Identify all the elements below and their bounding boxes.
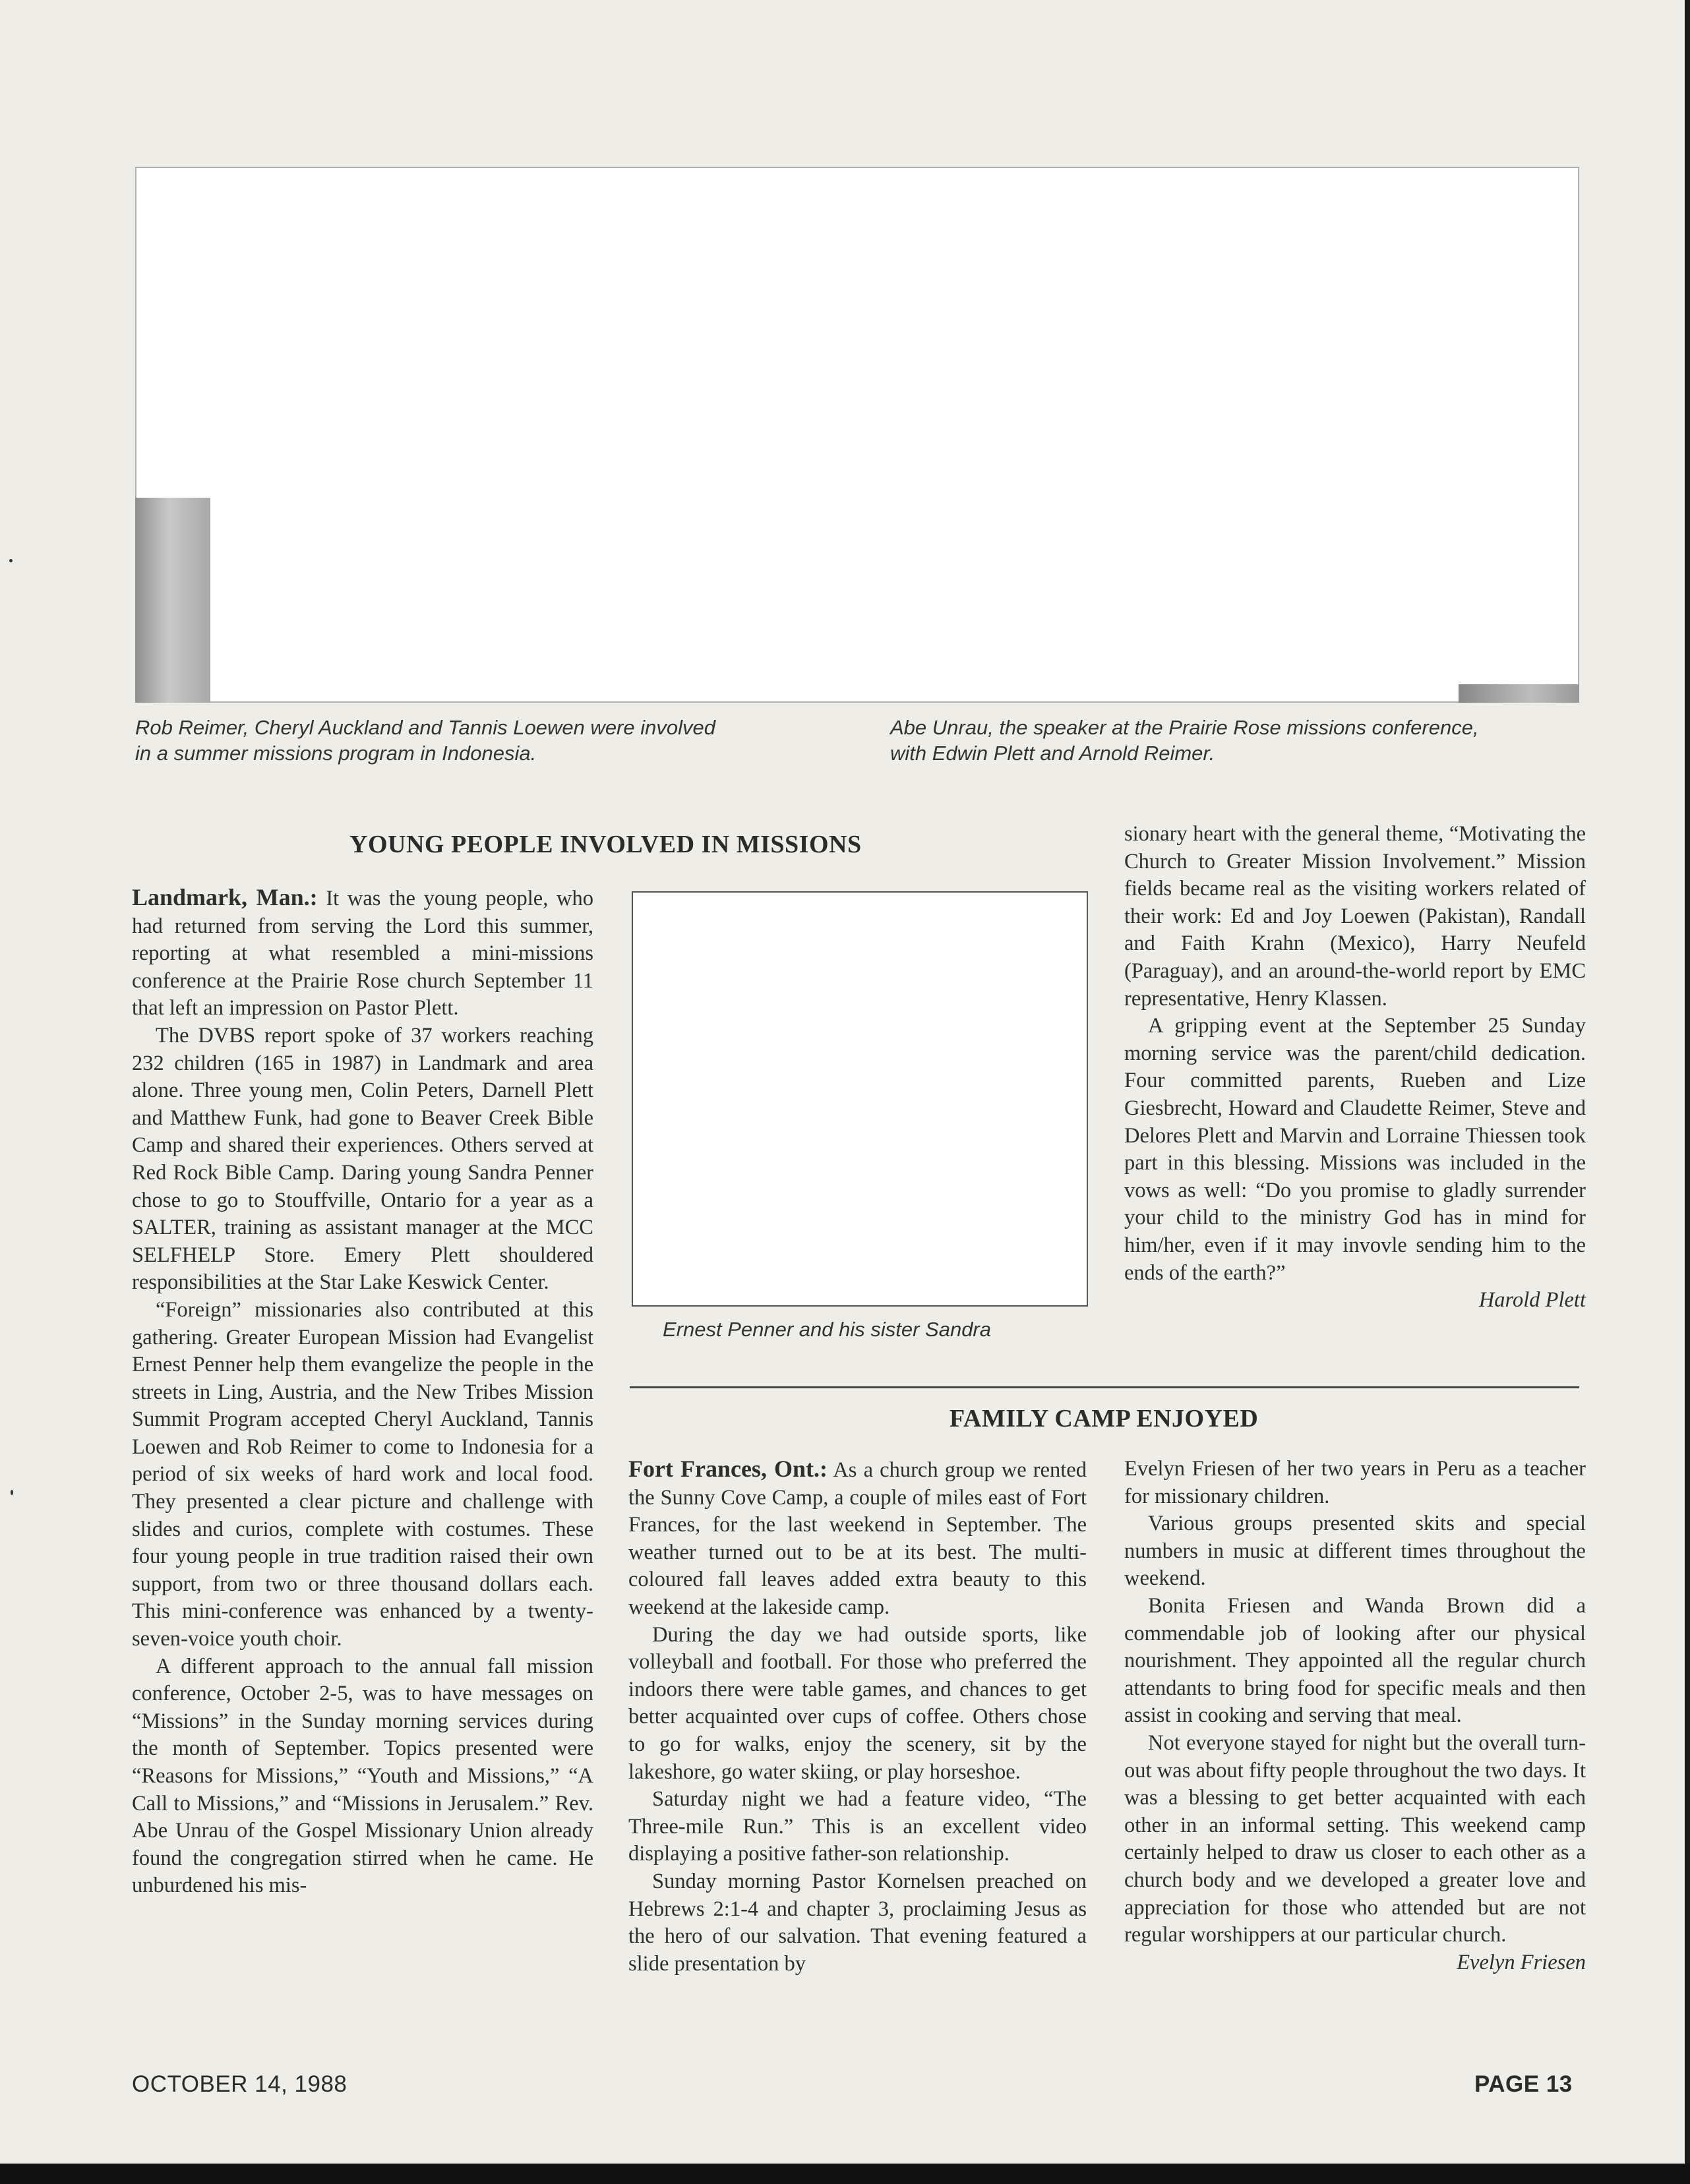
middle-photo-placeholder (632, 891, 1088, 1307)
article1-paragraph-5: A gripping event at the September 25 Sunday morning service was the parent/child dedication. Four committed parents, Rueben and Lize Giesbrecht, Howard and Claudette Reimer, Steve and Delores Plett and Marvin and Lorraine Thiessen took part in this blessing. Missions was included in the vows as well: “Do you promise to gladly surrender your child to the ministry God has in mind for him/her, even if it may invovle sending him to the ends of the earth?” (1124, 1014, 1586, 1285)
scan-edge-right (1685, 0, 1690, 2184)
scan-speck (9, 559, 13, 562)
section-divider (630, 1386, 1579, 1388)
article1-paragraph-2: The DVBS report spoke of 37 workers reaching 232 children (165 in 1987) in Landmark and area alone. Three young men, Colin Peters, Darnell Plett and Matthew Funk, had gone to Beaver Creek Bible Camp and shared their experiences. Others served at Red Rock Bible Camp. Daring young Sandra Penner chose to go to Stouffville, Ontario for a year as a SALTER, training as assistant manager at the MCC SELFHELP Store. Emery Plett shouldered responsibilities at the Star Lake Keswick Center. (132, 1023, 593, 1295)
top-left-photo-caption (135, 715, 715, 766)
footer-page-number: PAGE 13 (1474, 2071, 1573, 2097)
article1-signature: Harold Plett (1478, 1288, 1586, 1313)
article1-column-1 (132, 884, 593, 1900)
scan-speck (11, 1490, 13, 1495)
footer-date: OCTOBER 14, 1988 (132, 2071, 347, 2097)
caption-line: Abe Unrau, the speaker at the Prairie Rose missions conference, (890, 716, 1479, 739)
article2-signature: Evelyn Friesen (1457, 1950, 1586, 1974)
article2-paragraph-4-start: Sunday morning Pastor Kornelsen preached on Hebrews 2:1-4 and chapter 3, proclaiming Jesus as the hero of our salvation. That evening featured a slide presentation by (628, 1869, 1087, 1976)
article1-column-2 (1124, 821, 1586, 1314)
top-photo-right-edge (1459, 684, 1579, 703)
article2-column-1 (628, 1456, 1087, 1978)
article1-paragraph-4-cont: sionary heart with the general theme, “Motivating the Church to Greater Mission Involvement.” Mission fields became real as the visiting workers related of their work: Ed and Joy Loewen (Pakistan), Randall and Faith Krahn (Mexico), Harry Neufeld (Paraguay), and an around-the-world report by EMC representative, Henry Klassen. (1124, 822, 1586, 1011)
scan-edge-bottom (0, 2164, 1690, 2184)
article2-dateline: Fort Frances, Ont.: (628, 1456, 828, 1482)
article1-paragraph-3: “Foreign” missionaries also contributed at this gathering. Greater European Mission had Evangelist Ernest Penner help them evangelize the people in the streets in Ling, Austria, and the New Tribes Mission Summit Program accepted Cheryl Auckland, Tannis Loewen and Rob Reimer to come to Indonesia for a period of six weeks of hard work and local food. They presented a clear picture and challenge with slides and curios, complete with costumes. These four young people in true tradition raised their own support, from two or three thousand dollars each. This mini-conference was enhanced by a twenty-seven-voice youth choir. (132, 1297, 593, 1651)
middle-photo-caption: Ernest Penner and his sister Sandra (663, 1318, 991, 1341)
article1-dateline: Landmark, Man.: (132, 884, 318, 910)
article2-paragraph-4-cont: Evelyn Friesen of her two years in Peru as a teacher for missionary children. (1124, 1457, 1586, 1508)
top-right-photo-caption (890, 715, 1479, 766)
top-photo-left-edge (135, 498, 210, 703)
article2-paragraph-5: Various groups presented skits and special numbers in music at different times throughout the weekend. (1124, 1512, 1586, 1591)
article2-p1-text: As a church group we rented the Sunny Cove Camp, a couple of miles east of Fort Frances, for the last weekend in September. The weather turned out to be at its best. The multi-coloured fall leaves added extra beauty to this weekend at the lakeside camp. (628, 1458, 1087, 1619)
article2-paragraph-2: During the day we had outside sports, like volleyball and football. For those who preferred the indoors there were table games, and chances to get better acquainted over cups of coffee. Others chose to go for walks, enjoy the scenery, sit by the lakeshore, go water skiing, or play horseshoe. (628, 1622, 1087, 1784)
caption-line: with Edwin Plett and Arnold Reimer. (890, 742, 1215, 765)
article-headline-family-camp: FAMILY CAMP ENJOYED (950, 1405, 1259, 1432)
article2-column-2 (1124, 1456, 1586, 1976)
caption-line: in a summer missions program in Indonesia. (135, 742, 537, 765)
top-photo-placeholder (135, 167, 1579, 703)
article2-paragraph-1 (628, 1456, 1087, 1622)
caption-line: Rob Reimer, Cheryl Auckland and Tannis Loewen were involved (135, 716, 715, 739)
article2-paragraph-7: Not everyone stayed for night but the overall turn-out was about fifty people throughout the two days. It was a blessing to get better acquainted with each other in an informal setting. This weekend camp certainly helped to draw us closer to each other as a church body and we developed a greater love and appreciation for those who attended but are not regular worshippers at our particular church. (1124, 1730, 1586, 1947)
article-headline-young-people: YOUNG PEOPLE INVOLVED IN MISSIONS (349, 831, 862, 858)
article1-paragraph-1 (132, 884, 593, 1022)
article1-p1-text: It was the young people, who had returned from serving the Lord this summer, reporting at what resembled a mini-missions conference at the Prairie Rose church September 11 that left an impression on Pastor Plett. (132, 887, 594, 1020)
article2-paragraph-6: Bonita Friesen and Wanda Brown did a commendable job of looking after our physical nourishment. They appointed all the regular church attendants to bring food for specific meals and then assist in cooking and serving that meal. (1124, 1593, 1586, 1728)
article1-paragraph-4-start: A different approach to the annual fall mission conference, October 2-5, was to have messages on “Missions” in the Sunday morning services during the month of September. Topics presented were “Reasons for Missions,” “Youth and Missions,” “A Call to Missions,” and “Missions in Jerusalem.” Rev. Abe Unrau of the Gospel Missionary Union already found the congregation stirred when he came. He unburdened his mis- (132, 1654, 593, 1898)
article2-paragraph-3: Saturday night we had a feature video, “The Three-mile Run.” This is an excellent video displaying a positive father-son relationship. (628, 1787, 1087, 1866)
